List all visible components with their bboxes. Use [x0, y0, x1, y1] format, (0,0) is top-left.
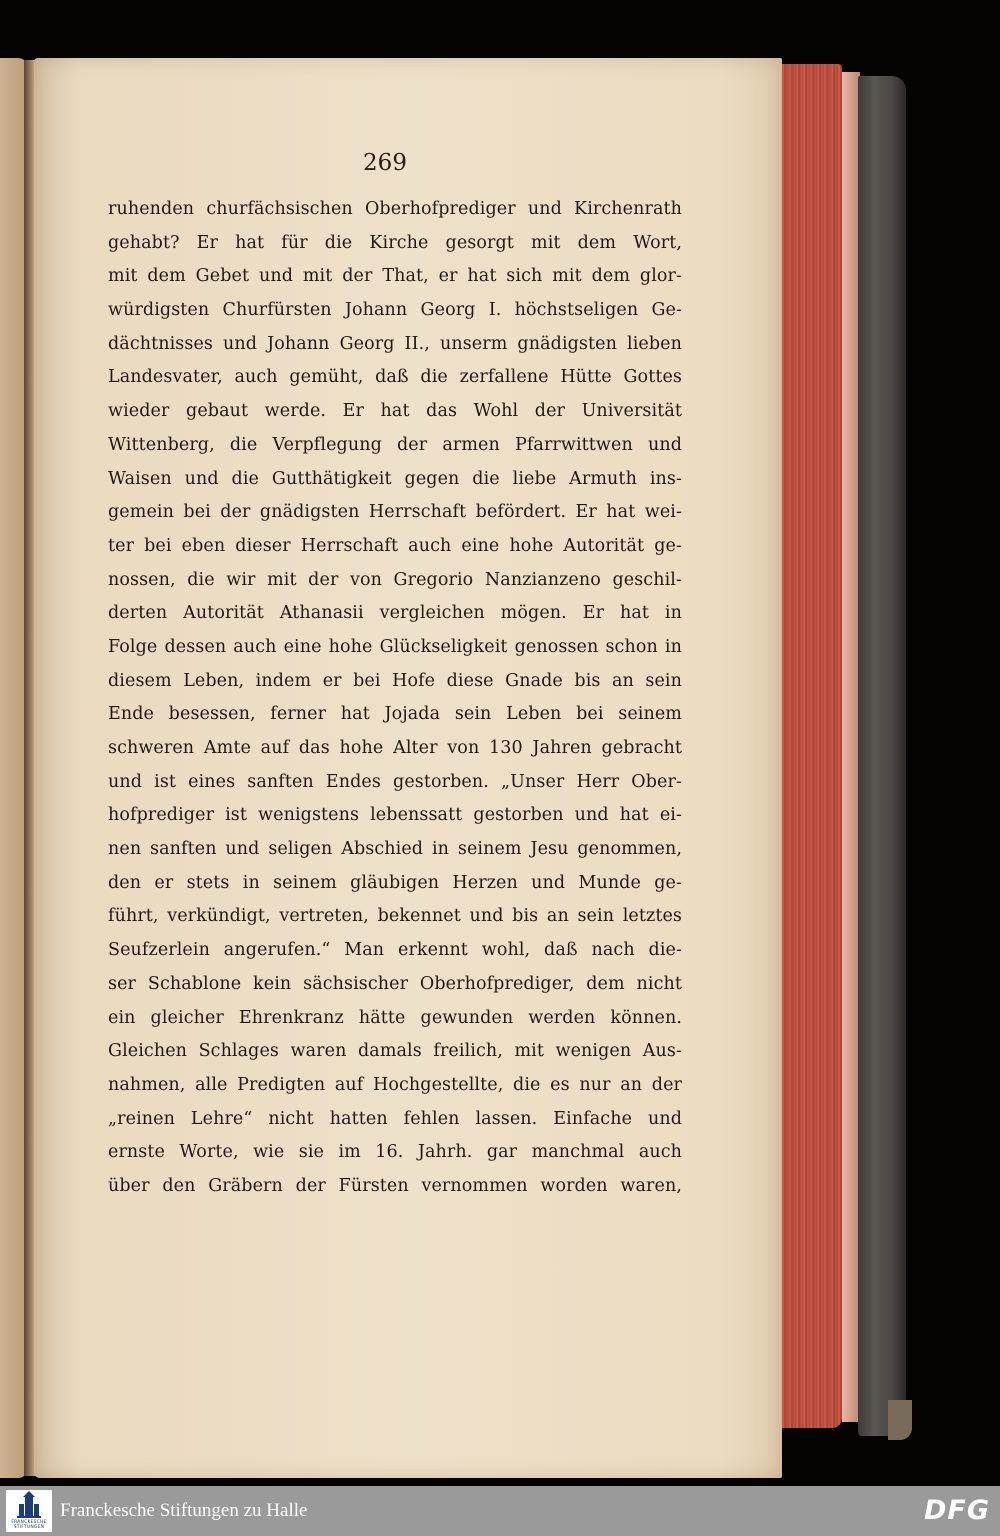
text-line: hofprediger ist wenigstens lebenssatt gestorben und hat ei- — [108, 805, 682, 826]
text-line: Landesvater, auch gemüht, daß die zerfallene Hütte Gottes — [108, 367, 682, 388]
text-line: schweren Amte auf das hohe Alter von 130 Jahren gebracht — [108, 738, 682, 758]
text-line: wieder gebaut werde. Er hat das Wohl der Universität — [108, 401, 682, 422]
institution-name[interactable]: Franckesche Stiftungen zu Halle — [60, 1500, 308, 1521]
text-line: und ist eines sanften Endes gestorben. „Unser Herr Ober- — [108, 771, 682, 792]
logo-caption: FRANCKESCHE STIFTUNGEN — [11, 1520, 47, 1530]
dfg-logo[interactable]: DFG — [923, 1495, 990, 1526]
text-line: Waisen und die Gutthätigkeit gegen die liebe Armuth ins- — [108, 468, 682, 489]
text-line: nen sanften und seligen Abschied in seinem Jesu genommen, — [108, 839, 682, 860]
text-line: nossen, die wir mit der von Gregorio Nanzianzeno geschil- — [108, 569, 682, 590]
text-line: ruhenden churfächsischen Oberhofprediger und Kirchenrath — [108, 199, 682, 219]
text-line: mit dem Gebet und mit der That, er hat sich mit dem glor- — [108, 266, 682, 287]
text-line: dächtnisses und Johann Georg II., unserm gnädigsten lieben — [108, 333, 682, 354]
book-cover-board — [858, 76, 906, 1436]
page-number: 269 — [363, 150, 407, 176]
building-emblem-icon — [6, 1490, 52, 1522]
text-line: Wittenberg, die Verpflegung der armen Pfarrwittwen und — [108, 434, 682, 455]
viewer-footer-bar — [0, 1486, 1000, 1536]
text-line: über den Gräbern der Fürsten vernommen worden waren, — [108, 1175, 682, 1196]
text-line: Folge dessen auch eine hohe Glückseligkeit genossen schon in — [108, 636, 682, 657]
text-line: Gleichen Schlages waren damals freilich, mit wenigen Aus- — [108, 1041, 682, 1062]
text-line: diesem Leben, indem er bei Hofe diese Gnade bis an sein — [108, 670, 682, 691]
text-line: Ende besessen, ferner hat Jojada sein Leben bei seinem — [108, 704, 682, 725]
text-line: nahmen, alle Predigten auf Hochgestellte, die es nur an der — [108, 1074, 682, 1095]
text-line: ser Schablone kein sächsischer Oberhofprediger, dem nicht — [108, 973, 682, 994]
page-text-block — [108, 193, 682, 1204]
cover-corner — [888, 1400, 912, 1440]
text-line: ein gleicher Ehrenkranz hätte gewunden werden können. — [108, 1007, 682, 1028]
text-line: den er stets in seinem gläubigen Herzen und Munde ge- — [108, 872, 682, 893]
text-line: gemein bei der gnädigsten Herrschaft befördert. Er hat wei- — [108, 502, 682, 523]
text-line: führt, verkündigt, vertreten, bekennet und bis an sein letztes — [108, 906, 682, 927]
text-line: gehabt? Er hat für die Kirche gesorgt mit dem Wort, — [108, 232, 682, 253]
text-line: derten Autorität Athanasii vergleichen mögen. Er hat in — [108, 603, 682, 624]
red-page-edges — [778, 64, 842, 1428]
text-line: ter bei eben dieser Herrschaft auch eine hohe Autorität ge- — [108, 535, 682, 556]
franckesche-stiftungen-logo[interactable] — [6, 1490, 52, 1532]
text-line: Seufzerlein angerufen.“ Man erkennt wohl, daß nach die- — [108, 940, 682, 961]
text-line: würdigsten Churfürsten Johann Georg I. höchstseligen Ge- — [108, 300, 682, 321]
text-line: „reinen Lehre“ nicht hatten fehlen lassen. Einfache und — [108, 1108, 682, 1129]
text-line: ernste Worte, wie sie im 16. Jahrh. gar manchmal auch — [108, 1142, 682, 1163]
